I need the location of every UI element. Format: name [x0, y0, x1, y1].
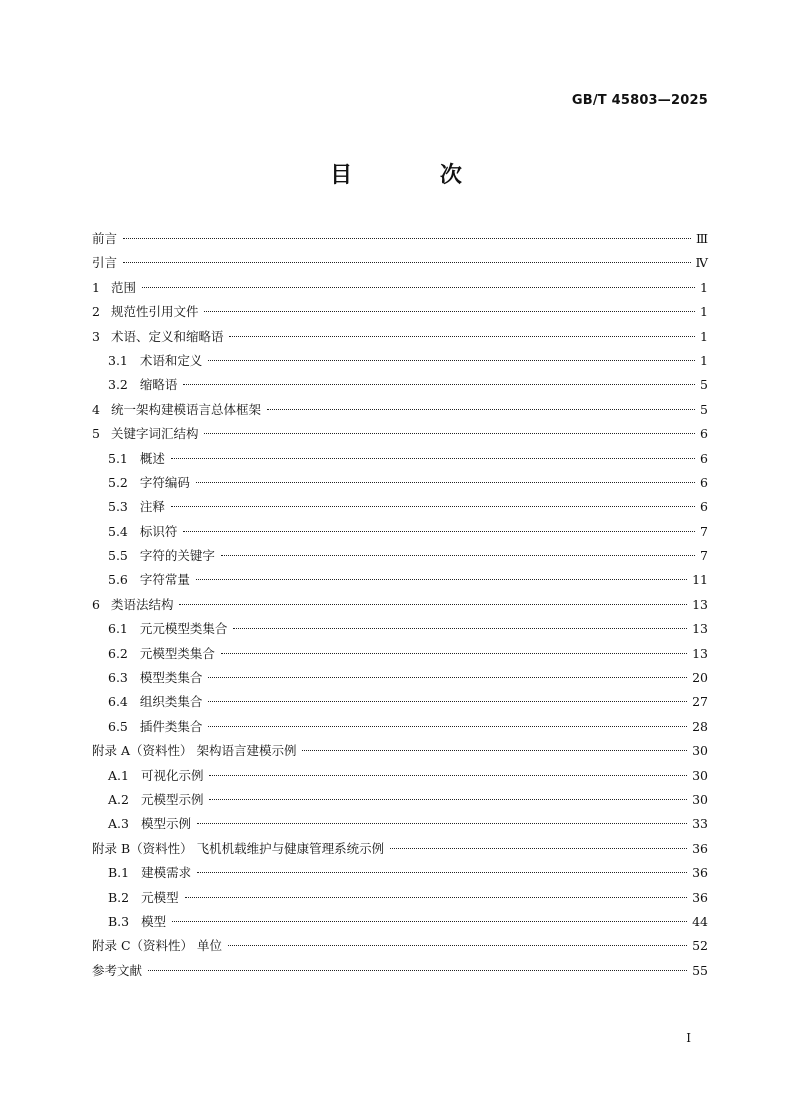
toc-entry-label	[108, 788, 203, 812]
toc-leader-dots	[208, 701, 687, 702]
toc-entry-number: 2	[92, 304, 100, 320]
toc-entry-label	[92, 300, 198, 324]
toc-entry-label	[92, 422, 198, 446]
toc-leader-dots	[185, 897, 687, 898]
toc-entry[interactable]	[92, 788, 708, 812]
toc-entry-title: 模型示例	[140, 816, 191, 832]
toc-entry-label	[92, 739, 296, 763]
toc-entry-title: 规范性引用文件	[110, 304, 199, 320]
toc-entry-title: 引言	[92, 255, 118, 271]
toc-entry-label	[108, 471, 190, 495]
toc-entry-number: 1	[92, 279, 100, 295]
toc-entry[interactable]	[92, 617, 708, 641]
toc-leader-dots	[208, 677, 687, 678]
toc-entry-title: 标识符	[139, 523, 178, 539]
toc-leader-dots	[142, 287, 695, 288]
toc-entry[interactable]	[92, 325, 708, 349]
toc-leader-dots	[228, 945, 687, 946]
toc-entry-label	[108, 666, 202, 690]
toc-entry-title: 术语和定义	[139, 352, 203, 368]
toc-entry-page: 5	[700, 401, 708, 417]
toc-entry-page: 1	[700, 304, 708, 320]
toc-entry-number: 5.6	[108, 572, 128, 588]
toc-entry-page: 6	[700, 450, 708, 466]
toc-entry-number: 6.1	[108, 621, 128, 637]
toc-entry-page: 6	[700, 426, 708, 442]
toc-leader-dots	[208, 360, 695, 361]
toc-entry-number: A.3	[108, 816, 129, 832]
toc-entry[interactable]	[92, 227, 708, 251]
toc-entry-page: 1	[700, 328, 708, 344]
toc-entry-number: 5	[92, 426, 100, 442]
toc-entry-label	[92, 276, 136, 300]
toc-entry-number: 6.2	[108, 645, 128, 661]
toc-entry[interactable]	[92, 715, 708, 739]
toc-entry[interactable]	[92, 642, 708, 666]
toc-leader-dots	[197, 823, 687, 824]
toc-entry-page: 7	[700, 523, 708, 539]
toc-entry-title: 模型类集合	[139, 670, 203, 686]
toc-entry-number: 4	[92, 401, 100, 417]
toc-entry[interactable]	[92, 520, 708, 544]
toc-leader-dots	[209, 799, 687, 800]
toc-entry-label	[108, 715, 202, 739]
toc-entry-number: 6.4	[108, 694, 128, 710]
toc-entry-label	[92, 251, 117, 275]
toc-leader-dots	[148, 970, 687, 971]
toc-entry-title: 模型	[141, 913, 167, 929]
toc-leader-dots	[208, 726, 687, 727]
toc-entry[interactable]	[92, 959, 708, 983]
toc-entry[interactable]	[92, 934, 708, 958]
toc-entry-number: 6.5	[108, 718, 128, 734]
toc-leader-dots	[197, 872, 687, 873]
toc-entry-number: 6.3	[108, 670, 128, 686]
toc-leader-dots	[221, 555, 695, 556]
toc-entry[interactable]	[92, 861, 708, 885]
page-number: I	[686, 1031, 691, 1045]
toc-entry-label	[92, 325, 223, 349]
toc-leader-dots	[267, 409, 695, 410]
toc-leader-dots	[221, 653, 687, 654]
toc-leader-dots	[123, 238, 691, 239]
toc-entry[interactable]	[92, 398, 708, 422]
toc-entry-title: 元模型示例	[140, 791, 204, 807]
toc-entry-page: 20	[692, 670, 708, 686]
page-title: 目 次	[330, 163, 502, 188]
toc-entry[interactable]	[92, 837, 708, 861]
toc-entry-page: 13	[692, 596, 708, 612]
toc-entry[interactable]	[92, 495, 708, 519]
toc-entry-number: 3.1	[108, 352, 128, 368]
toc-entry-label	[92, 227, 117, 251]
toc-entry-title: 附录 B（资料性） 飞机机载维护与健康管理系统示例	[92, 840, 385, 856]
toc-entry[interactable]	[92, 812, 708, 836]
toc-entry-number: 3	[92, 328, 100, 344]
toc-entry[interactable]	[92, 886, 708, 910]
toc-entry-title: 可视化示例	[140, 767, 204, 783]
toc-leader-dots	[123, 262, 690, 263]
toc-entry[interactable]	[92, 739, 708, 763]
toc-entry-page: 33	[692, 816, 708, 832]
toc-entry[interactable]	[92, 251, 708, 275]
toc-leader-dots	[229, 336, 695, 337]
toc-entry[interactable]	[92, 568, 708, 592]
toc-leader-dots	[171, 506, 695, 507]
toc-entry-label	[92, 959, 142, 983]
toc-entry-number: 5.5	[108, 548, 128, 564]
toc-leader-dots	[390, 848, 687, 849]
toc-entry-title: 插件类集合	[139, 718, 203, 734]
toc-entry-title: 字符的关键字	[139, 548, 215, 564]
toc-leader-dots	[302, 750, 687, 751]
toc-entry[interactable]	[92, 276, 708, 300]
toc-entry-label	[108, 764, 203, 788]
toc-entry-number: B.3	[108, 913, 130, 929]
toc-entry-title: 注释	[139, 499, 165, 515]
toc-entry[interactable]	[92, 544, 708, 568]
toc-entry-number: A.1	[108, 767, 129, 783]
toc-entry-number: 5.1	[108, 450, 128, 466]
toc-entry-title: 概述	[139, 450, 165, 466]
toc-entry-number: A.2	[108, 791, 129, 807]
toc-entry-label	[108, 886, 179, 910]
toc-entry-label	[92, 593, 173, 617]
toc-leader-dots	[172, 921, 687, 922]
toc-leader-dots	[209, 775, 687, 776]
toc-entry-number: B.2	[108, 889, 130, 905]
toc-entry[interactable]	[92, 349, 708, 373]
toc-entry-page: 36	[692, 865, 708, 881]
toc-entry-title: 字符编码	[139, 474, 190, 490]
toc-entry[interactable]	[92, 666, 708, 690]
toc-entry-title: 建模需求	[141, 865, 192, 881]
toc-entry-label	[108, 568, 190, 592]
toc-entry[interactable]	[92, 471, 708, 495]
toc-leader-dots	[183, 531, 695, 532]
toc-entry-title: 前言	[92, 231, 118, 246]
toc-entry-label	[108, 812, 191, 836]
toc-entry-label	[108, 642, 215, 666]
toc-entry-page: 30	[692, 791, 708, 807]
toc-leader-dots	[204, 433, 695, 434]
toc-entry-page: 11	[692, 572, 708, 588]
toc-entry[interactable]	[92, 373, 708, 397]
toc-entry-page: 27	[692, 694, 708, 710]
toc-entry-label	[108, 910, 166, 934]
toc-entry-page: 52	[692, 938, 708, 954]
toc-entry-label	[92, 398, 261, 422]
toc-leader-dots	[183, 384, 695, 385]
toc-leader-dots	[179, 604, 687, 605]
toc-entry-label	[108, 520, 177, 544]
toc-entry[interactable]	[92, 910, 708, 934]
toc-entry-number: B.1	[108, 865, 130, 881]
toc-entry-label	[108, 373, 177, 397]
toc-entry-label	[108, 690, 202, 714]
toc-entry-title: 缩略语	[139, 377, 178, 393]
toc-entry-title: 组织类集合	[139, 694, 203, 710]
toc-entry[interactable]	[92, 447, 708, 471]
toc-entry-title: 范围	[110, 279, 136, 295]
standard-number: GB/T 45803—2025	[571, 93, 708, 108]
toc-entry-page: 28	[692, 718, 708, 734]
toc-leader-dots	[233, 628, 687, 629]
toc-entry[interactable]	[92, 690, 708, 714]
toc-entry-page: 1	[700, 279, 708, 295]
toc-entry-number: 5.2	[108, 474, 128, 490]
toc-entry-title: 元模型类集合	[139, 645, 215, 661]
toc-entry-title: 附录 A（资料性） 架构语言建模示例	[92, 743, 297, 759]
toc-entry-label	[92, 934, 222, 958]
toc-entry-page: 30	[692, 743, 708, 759]
toc-entry-title: 统一架构建模语言总体框架	[110, 401, 261, 417]
toc-entry-page: 44	[692, 913, 708, 929]
table-of-contents	[92, 227, 708, 983]
toc-entry-page: 30	[692, 767, 708, 783]
toc-entry-page: 13	[692, 645, 708, 661]
toc-entry-label	[108, 544, 215, 568]
toc-entry-label	[92, 837, 384, 861]
toc-entry[interactable]	[92, 300, 708, 324]
toc-entry[interactable]	[92, 764, 708, 788]
toc-entry-page: 36	[692, 840, 708, 856]
toc-entry-page: Ⅳ	[695, 255, 708, 271]
toc-entry-page: 1	[700, 352, 708, 368]
toc-entry-label	[108, 447, 165, 471]
toc-entry-label	[108, 495, 165, 519]
toc-leader-dots	[204, 311, 695, 312]
toc-entry-label	[108, 349, 202, 373]
toc-entry-page: Ⅲ	[695, 231, 708, 246]
toc-entry-page: 13	[692, 621, 708, 637]
toc-leader-dots	[171, 458, 695, 459]
toc-leader-dots	[196, 482, 695, 483]
toc-leader-dots	[196, 579, 687, 580]
toc-entry-label	[108, 861, 191, 885]
toc-entry[interactable]	[92, 593, 708, 617]
toc-entry-title: 类语法结构	[110, 596, 174, 612]
toc-entry-page: 6	[700, 499, 708, 515]
toc-entry-page: 6	[700, 474, 708, 490]
toc-entry-title: 元模型	[141, 889, 179, 905]
toc-entry[interactable]	[92, 422, 708, 446]
toc-entry-label	[108, 617, 227, 641]
toc-entry-title: 参考文献	[92, 962, 143, 978]
toc-entry-title: 字符常量	[139, 572, 190, 588]
toc-entry-page: 7	[700, 548, 708, 564]
toc-entry-number: 5.4	[108, 523, 128, 539]
toc-entry-number: 6	[92, 596, 100, 612]
toc-entry-title: 附录 C（资料性） 单位	[92, 938, 223, 954]
toc-entry-number: 5.3	[108, 499, 128, 515]
toc-entry-number: 3.2	[108, 377, 128, 393]
toc-entry-title: 关键字词汇结构	[110, 426, 199, 442]
toc-entry-title: 术语、定义和缩略语	[110, 328, 224, 344]
toc-entry-page: 36	[692, 889, 708, 905]
toc-entry-page: 55	[692, 962, 708, 978]
toc-entry-title: 元元模型类集合	[139, 621, 228, 637]
toc-entry-page: 5	[700, 377, 708, 393]
